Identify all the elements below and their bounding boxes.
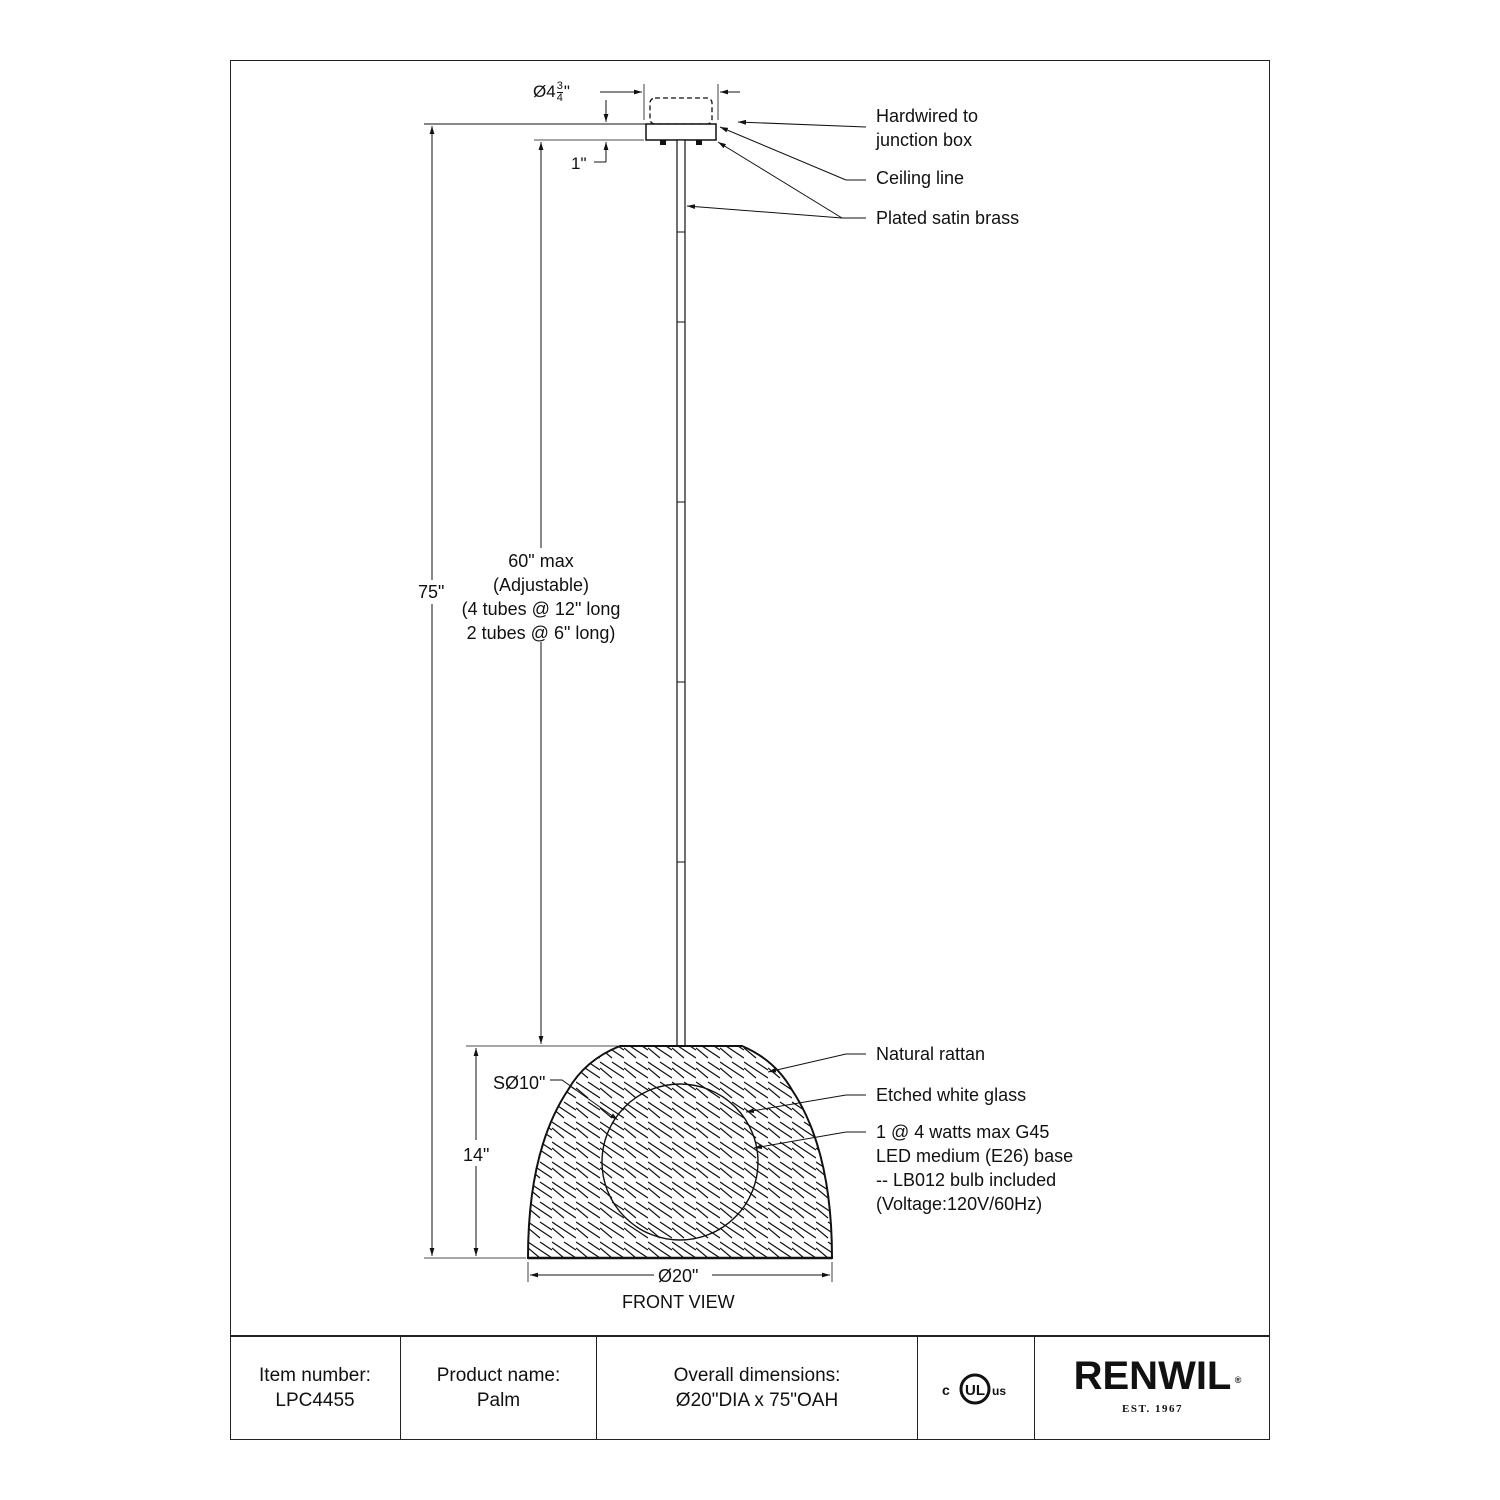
canopy-height-label: 1" (571, 154, 587, 173)
view-label: FRONT VIEW (622, 1292, 735, 1312)
stem-length-label: 60" max (Adjustable) (4 tubes @ 12" long 2 tubes @ 6" long) (461, 551, 621, 643)
overall-dimensions-value: Ø20"DIA x 75"OAH (675, 1390, 839, 1411)
rattan-shade (520, 1040, 840, 1264)
dim-canopy-diameter (600, 84, 740, 120)
ul-c-text: c (942, 1382, 950, 1398)
title-block (230, 1336, 1270, 1440)
callout-ceiling: Ceiling line (876, 168, 965, 188)
callout-leaders (687, 122, 866, 1148)
canopy (646, 98, 716, 145)
canopy-diameter-label: Ø4 $\frac{3}{4}$ " (533, 80, 570, 105)
canopy-fraction-den: 4 (556, 92, 563, 105)
shade-height-label: 14" (463, 1145, 490, 1165)
item-number-value: LPC4455 (275, 1390, 355, 1411)
item-number-cell (230, 1336, 401, 1440)
ul-mark-text: UL (965, 1382, 985, 1399)
certification-cell (918, 1336, 1035, 1440)
glass-diameter-label: SØ10" (493, 1073, 546, 1093)
titleblock-divider (230, 1335, 1270, 1337)
overall-height-label: 75" (418, 582, 445, 602)
callout-rattan: Natural rattan (876, 1044, 986, 1064)
product-name-cell (401, 1336, 597, 1440)
canopy-fraction-num: 3 (556, 80, 563, 93)
brand-cell (1035, 1336, 1270, 1440)
shade-diameter-label: Ø20" (658, 1266, 699, 1286)
overall-dimensions-label: Overall dimensions: (673, 1365, 841, 1386)
brand-logo: RENWIL ® (1073, 1353, 1242, 1398)
stem (677, 140, 685, 1046)
brand-established: EST. 1967 (1122, 1402, 1183, 1415)
product-name-label: Product name: (436, 1365, 561, 1386)
ul-listed-icon (936, 1368, 1016, 1408)
callout-bulb: 1 @ 4 watts max G45 LED medium (E26) base -- LB012 bulb included (Voltage:120V/60Hz) (876, 1122, 1074, 1214)
callout-hardwired: Hardwired to junction box (876, 106, 979, 150)
item-number-label: Item number: (259, 1365, 371, 1386)
ul-us-text: us (992, 1384, 1007, 1398)
callout-plated: Plated satin brass (876, 208, 1020, 228)
dim-canopy-height (534, 100, 644, 162)
callout-glass: Etched white glass (876, 1085, 1027, 1105)
product-name-value: Palm (476, 1390, 521, 1411)
overall-dimensions-cell (597, 1336, 918, 1440)
